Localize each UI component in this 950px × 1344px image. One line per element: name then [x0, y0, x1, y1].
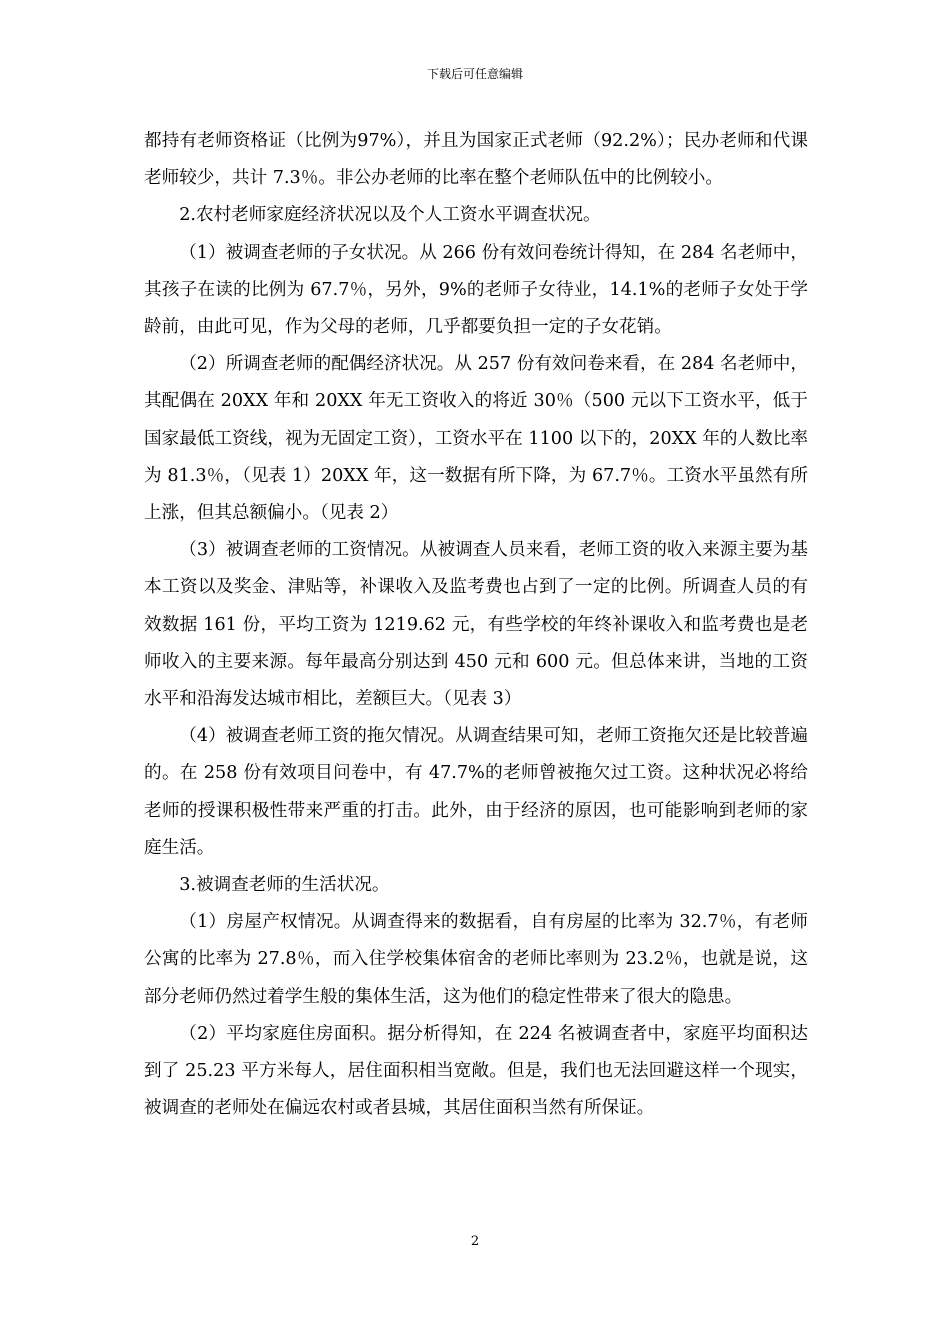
page-number: 2: [470, 1234, 480, 1249]
paragraph-salary: （3）被调查老师的工资情况。从被调查人员来看，老师工资的收入来源主要为基本工资以及奖金、津贴等，补课收入及监考费也占到了一定的比例。所调查人员的有效数据 161 份，平均工资为 1219.62 元，有些学校的年终补课收入和监考费也是老师收入的主要来源。每年最高分别达到 450 元和 600 元。但总体来讲，当地的工资水平和沿海发达城市相比，差额巨大。（见表 3）: [144, 540, 808, 710]
section-heading-2: 2.农村老师家庭经济状况以及个人工资水平调查状况。: [179, 205, 601, 226]
paragraph-salary-arrears: （4）被调查老师工资的拖欠情况。从调查结果可知，老师工资拖欠还是比较普遍的。在 258 份有效项目问卷中，有 47.7%的老师曾被拖欠过工资。这种状况必将给老师的授课积极性带来严重的打击。此外，由于经济的原因，也可能影响到老师的家庭生活。: [144, 726, 808, 858]
paragraph-children-status: （1）被调查老师的子女状况。从 266 份有效问卷统计得知，在 284 名老师中，其孩子在读的比例为 67.7％，另外，9%的老师子女待业，14.1%的老师子女处于学龄前，由此可见，作为父母的老师，几乎都要负担一定的子女花销。: [144, 242, 808, 338]
paragraph-spouse-economy: （2）所调查老师的配偶经济状况。从 257 份有效问卷来看，在 284 名老师中，其配偶在 20XX 年和 20XX 年无工资收入的将近 30％（500 元以下工资水平，低于国家最低工资线，视为无固定工资），工资水平在 1100 以下的，20XX 年的人数比率为 81.3％，（见表 1）20XX 年，这一数据有所下降，为 67.7％。工资水平虽然有所上涨，但其总额偏小。（见表 2）: [144, 354, 808, 524]
document-body: [144, 123, 808, 1127]
section-heading-3: 3.被调查老师的生活状况。: [179, 875, 390, 896]
paragraph-continuation: 都持有老师资格证（比例为97%），并且为国家正式老师（92.2%）；民办老师和代课老师较少，共计 7.3％。非公办老师的比率在整个老师队伍中的比例较小。: [144, 131, 808, 189]
paragraph-housing-ownership: （1）房屋产权情况。从调查得来的数据看，自有房屋的比率为 32.7％，有老师公寓的比率为 27.8％，而入住学校集体宿舍的老师比率则为 23.2％，也就是说，这部分老师仍然过着学生般的集体生活，这为他们的稳定性带来了很大的隐患。: [144, 912, 808, 1007]
paragraph-housing-area: （2）平均家庭住房面积。据分析得知，在 224 名被调查者中，家庭平均面积达到了 25.23 平方米每人，居住面积相当宽敞。但是，我们也无法回避这样一个现实，被调查的老师处在偏远农村或者县城，其居住面积当然有所保证。: [144, 1023, 808, 1119]
page-header: 下载后可任意编辑: [426, 67, 523, 81]
